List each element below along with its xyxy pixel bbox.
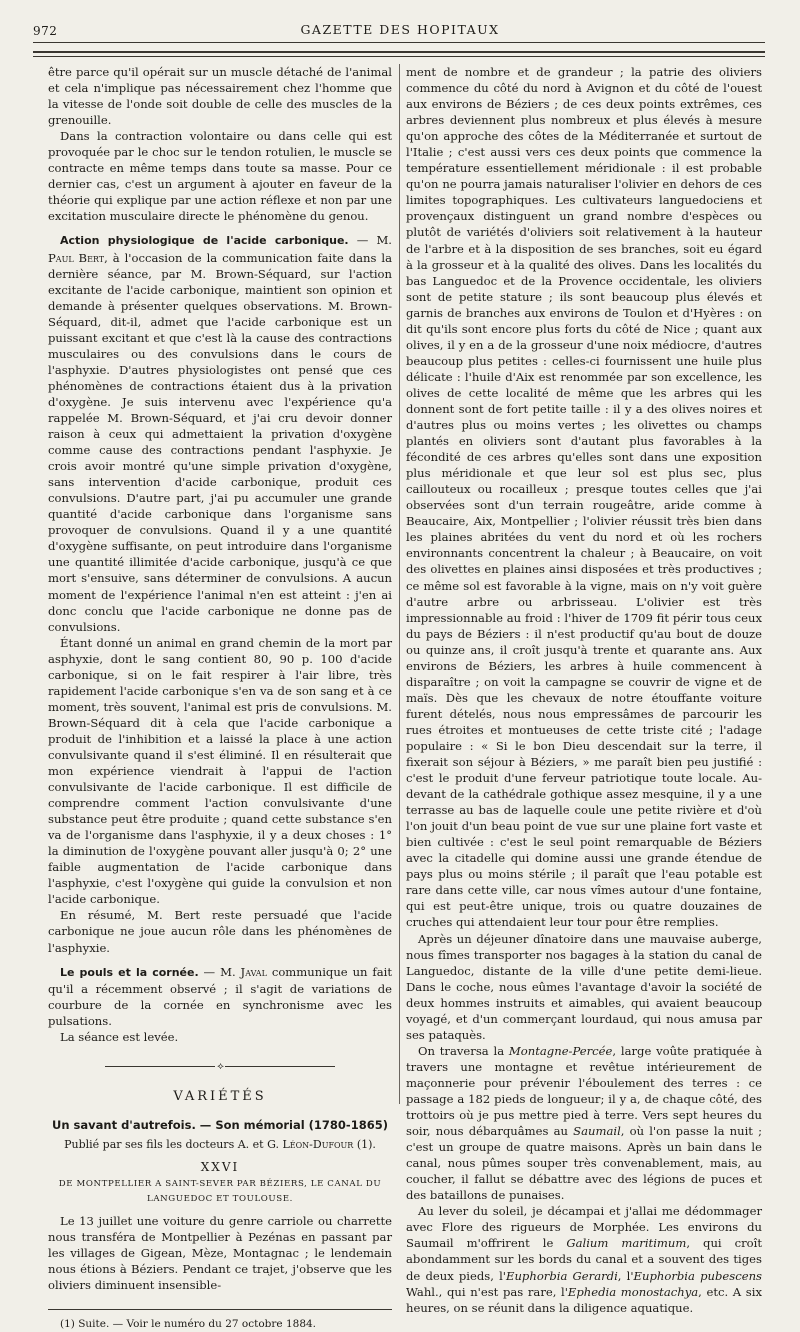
paragraph-montagne-percee [406,1043,762,1203]
spacer [48,956,392,964]
paragraph: Étant donné un animal en grand chemin de la mort par asphyxie, dont le sang contient 80, 90 p. 100 d'acide carbonique, si on le fait respirer à l'air libre, très rapidement l'acide carbonique s'en va de son sang et à ce moment, très souvent, l'animal est pris de convulsions. M. Brown-Séquard dit à cela que l'acide carbonique a produit de l'inhibition et a laissé la place à une action convulsivante quand il s'est éliminé. Il en résulterait que mon expérience viendrait à l'appui de l'action convulsivante de l'acide carbonique. Il est difficile de comprendre comment l'action convulsivante d'une substance peut être produite ; quand cette substance s'en va de l'organisme dans l'asphyxie, il y a deux choses : 1° la diminution de l'oxygène pouvant aller jusqu'à 0; 2° une faible augmentation de l'acide carbonique dans l'asphyxie, c'est l'oxygène qui guide la convulsion et non l'acide carbonique. [48,635,392,907]
text-run: Wahl., qui n'est pas rare, l' [406,1284,568,1299]
text-run: , large voûte pratiquée à travers une montagne et revêtue intérieurement de maçonnerie pour prévenir l'éboulement des terres : ce passage a 182 pieds de longueur; il y a, de chaque côté, des trottoirs où je pus mettre pied à terre. Vers sept heures du soir, nous débarquâmes au [406,1043,762,1139]
paragraph-pulse-cornea [48,964,392,1029]
column-divider [399,64,400,1104]
dash: — [348,233,377,248]
text-run: , où l'on passe la nuit ; c'est un groupe de quatre maisons. Après un bain dans le canal, nous pûmes souper très convenablement, mais, au coucher, il fallut se débattre avec des légions de puces et des bataillons de punaises. [406,1124,762,1203]
text-run: Au lever du soleil, je décampai et j'allai me dédommager avec Flore des rigueurs de Morphée. Les environs du Saumail m'offrirent le [406,1204,762,1251]
species-name: Galium maritimum [566,1236,687,1251]
spacer [48,224,392,232]
byline-text: Publié par ses fils les docteurs A. et G. [64,1137,283,1151]
left-column [48,64,392,1332]
paragraph-botany [406,1203,762,1315]
section-ornament [48,1059,392,1075]
section-title: VARIÉTÉS [173,1088,267,1104]
page-header [0,0,800,56]
byline [48,1137,392,1153]
ornament-glyph: ⟡ [217,1060,223,1072]
species-name: Ephedia monostachya [567,1284,699,1299]
author-name: M. Javal [220,964,267,979]
paragraph: En résumé, M. Bert reste persuadé que l'acide carbonique ne joue aucun rôle dans les phénomènes de l'asphyxie. [48,908,392,955]
paragraph: Le 13 juillet une voiture du genre carriole ou charrette nous transféra de Montpellier à Pezénas en passant par les villages de Gigean, Mèze, Montagnac ; le lendemain nous étions à Béziers. Pendant ce trajet, j'observe que les oliviers diminuent insensible- [48,1214,392,1293]
footnote-rule [48,1309,392,1310]
author-name: M. Paul Bert [48,233,392,265]
species-name: Euphorbia pubescens [633,1268,762,1283]
dash: — [198,964,221,979]
byline-footnote-ref: (1). [353,1137,376,1151]
paragraph: La séance est levée. [60,1029,179,1044]
paragraph: Après un déjeuner dînatoire dans une mauvaise auberge, nous fîmes transporter nos bagages à la station du canal de Languedoc, distante de la ville d'une petite demi-lieue. Dans le coche, nous eûmes l'avantage d'avoir la société de deux hommes instruits et aimables, qui avaient beaucoup voyagé, et d'un commerçant lourdaud, qui nous amusa par ses pataquès. [406,931,762,1042]
chapter-number: XXVI [200,1160,240,1174]
paragraph: ment de nombre et de grandeur ; la patrie des oliviers commence du côté du nord à Avignon et du côté de l'ouest aux environs de Béziers ; de ces deux points extrêmes, ces arbres deviennent plus nombreux et plus élevés à mesure qu'on approche des côtes de la Méditerranée et surtout de l'Italie ; c'est aussi vers ces deux points que commence la température essentiellement méridionale : il est probable qu'on ne pourra jamais naturaliser l'olivier en dehors de ces limites topographiques. Les cultivateurs languedociens et provençaux distinguent un grand nombre d'espèces ou plutôt de variétés d'oliviers soit relativement à la hauteur de l'arbre et à la disposition de ses branches, soit eu égard à la grosseur et à la qualité des olives. Dans les localités du bas Languedoc et de la Provence occidentale, les oliviers sont de petite stature ; ils sont beaucoup plus élevés et garnis de branches aux environs de Toulon et d'Hyères : on dit qu'ils sont encore plus forts du côté de Nice ; quant aux olives, il y en a de la grosseur d'une noix médiocre, d'autres beaucoup plus petites : celles-ci fournissent une huile plus délicate : l'huile d'Aix est renommée par son excellence, les olives de cette localité de même que les arbres qui les donnent sont de fort petite taille : il y a des olives noires et d'autres plus ou moins vertes ; les olivettes ou champs plantés en oliviers sont d'autant plus favorables à la fécondité de ces arbres qu'elles sont dans une exposition plus méridionale et que leur sol est plus sec, plus caillouteux ou rocailleux ; presque toutes celles que j'ai observées sont d'un terrain rougeâtre, aride comme à Beaucaire, Aix, Montpellier ; l'olivier réussit très bien dans les plaines abritées du vent du nord et où les rochers environnants concentrent la chaleur ; à Beaucaire, on voit des olivettes en plaines ainsi disposées et très productives ; ce même sol est favorable à la vigne, mais on n'y voit guère d'autre arbre ou arbrisseau. L'olivier est très impressionnable au froid : l'hiver de 1709 fit périr tous ceux du pays de Béziers : il n'est productif qu'au bout de douze ou quinze ans, il croît jusqu'à trente et quarante ans. Aux environs de Béziers, les arbres à huile commencent à disparaître ; on voit la campagne se couvrir de vigne et de maïs. Dès que les chevaux de notre étouffante voiture furent dételés, nous nous empressâmes de parcourir les rues étroites et montueuses de cette triste cité ; l'adage populaire : « Si le bon Dieu descendait sur la terre, il fixerait son séjour à Béziers, » me paraît bien peu justifié : c'est le produit d'une ferveur patriotique toute locale. Au-devant de la cathédrale gothique assez mesquine, il y a une terrasse au bas de laquelle coule une petite rivière et d'où l'on jouit d'un beau point de vue sur une plaine fort vaste et bien cultivée : c'est le seul point remarquable de Béziers avec la citadelle qui domine aussi une grande étendue de pays plus ou moins stérile ; il paraît que l'eau potable est rare dans cette ville, car nous vîmes autour d'une fontaine, qui est peut-être unique, trois ou quatre douzaines de cruches qui attendaient leur tour pour être remplies. [406,65,762,930]
header-rule [33,42,765,43]
page-number: 972 [33,24,58,38]
text-run: , etc. A six heures, on se réunit dans la diligence aquatique. [406,1284,762,1315]
running-title: GAZETTE DES HOPITAUX [300,22,500,37]
text-run: , qui croît abondamment sur les bords du canal et a souvent des tiges de deux pieds, l' [406,1236,762,1283]
footnote: (1) Suite. — Voir le numéro du 27 octobre 1884. [60,1318,317,1331]
text-run: On traversa la [418,1043,509,1058]
paragraph: être parce qu'il opérait sur un muscle détaché de l'animal et cela n'implique pas nécessairement chez l'homme que la vitesse de l'onde soit double de celle des muscles de la grenouille. [48,65,392,128]
place-name: Montagne-Percée [508,1043,613,1058]
chapter-subtitle: DE MONTPELLIER A SAINT-SEVER PAR BÉZIERS, LE CANAL DU LANGUEDOC ET TOULOUSE. [58,1179,382,1205]
header-rule-thick [33,51,765,53]
species-name: Euphorbia Gerardi [506,1268,618,1283]
text-run: , l' [617,1268,634,1283]
section-heading: Le pouls et la cornée. [60,965,199,979]
paragraph-carbonic-acid [48,232,392,634]
paragraph: Dans la contraction volontaire ou dans celle qui est provoquée par le choc sur le tendon rotulien, le muscle se contracte en même temps dans toute sa masse. Pour ce dernier cas, c'est un argument à ajouter en faveur de la théorie qui explique par une action réflexe et non par une excitation musculaire directe le phénomène du genou. [48,129,392,224]
paragraph-text: , à l'occasion de la communication faite dans la dernière séance, par M. Brown-Séquard, sur l'action excitante de l'acide carbonique, maintient son opinion et demande à présenter quelques observations. M. Brown-Séquard, dit-il, admet que l'acide carbonique est un puissant excitant et que c'est là la cause des contractions musculaires ou des convulsions dans le cours de l'asphyxie. D'autres physiologistes ont pensé que ces phénomènes de contractions étaient dus à la privation d'oxygène. Je suis intervenu avec l'expérience qu'a rappelée M. Brown-Séquard, et j'ai cru devoir donner raison à ceux qui admettaient la privation d'oxygène comme cause des contractions pendant l'asphyxie. Je crois avoir montré qu'une simple privation d'oxygène, sans intervention d'acide carbonique, produit ces convulsions. D'autre part, j'ai pu accumuler une grande quantité d'acide carbonique dans l'organisme sans provoquer de convulsions. Quand il y a une quantité d'oxygène suffisante, on peut introduire dans l'organisme une quantité illimitée d'acide carbonique, jusqu'à ce que mort s'ensuive, sans déterminer de convulsions. A aucun moment de l'expérience l'animal n'en est atteint : j'en ai donc conclu que l'acide carbonique ne donne pas de convulsions. [48,250,392,634]
header-rule-bottom [33,56,765,57]
place-name: Saumail [573,1124,621,1139]
section-heading: Action physiologique de l'acide carbonique. [60,234,349,248]
byline-author: Léon-Dufour [282,1137,354,1151]
paragraph-text: communique un fait qu'il a récemment observé ; il s'agit de variations de courbure de la cornée en synchronisme avec les pulsations. [48,964,393,1028]
article-title: Un savant d'autrefois. — Son mémorial (1780-1865) [52,1117,388,1132]
